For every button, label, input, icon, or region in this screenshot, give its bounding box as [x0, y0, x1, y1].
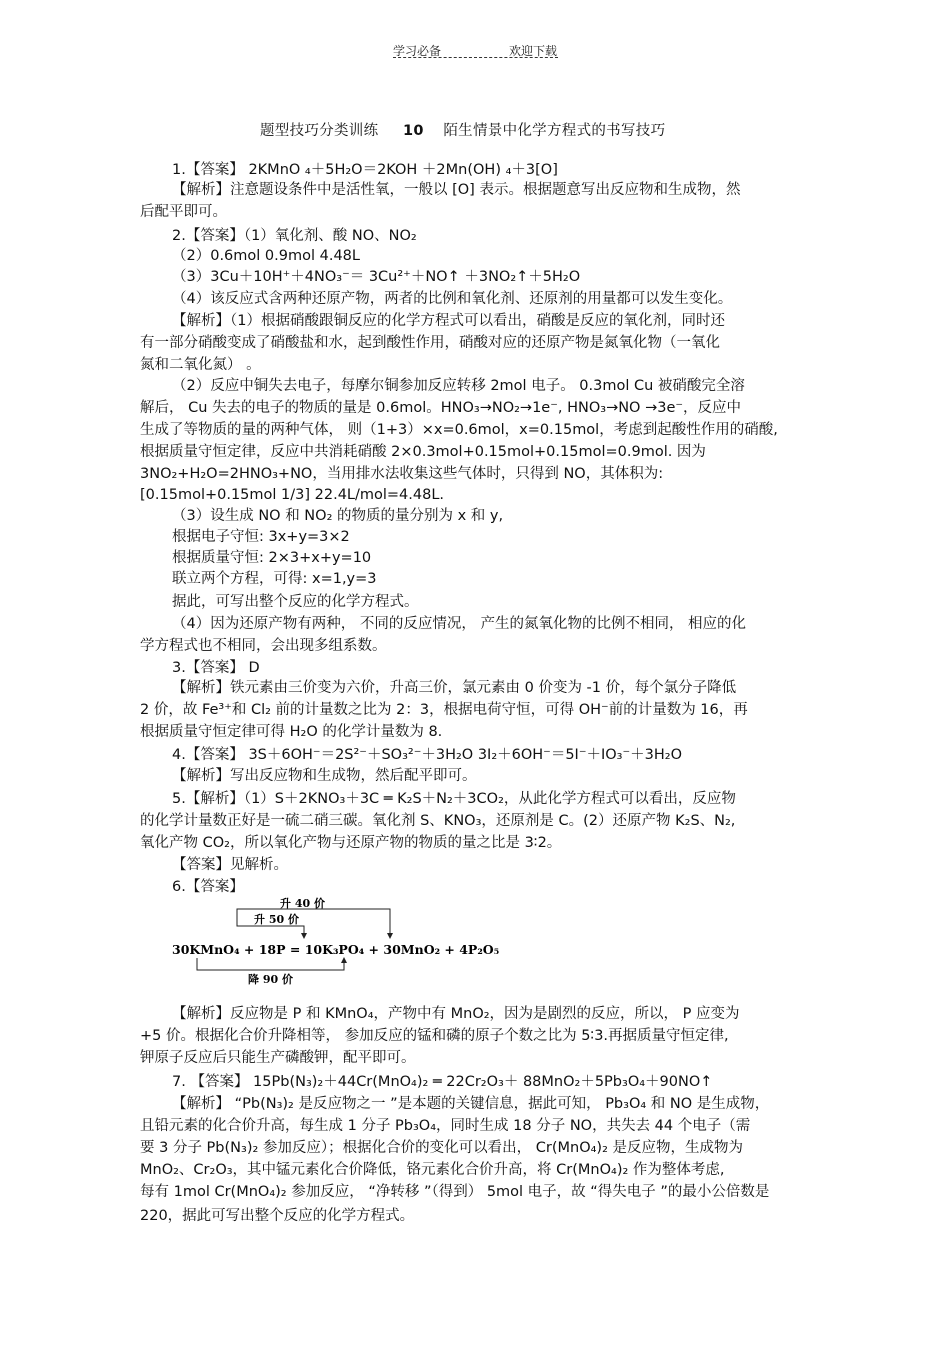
- text-line: 根据电子守恒: 3x+y=3×2: [172, 529, 350, 545]
- text-line: 要 3 分子 Pb(N₃)₂ 参加反应）；根据化合价的变化可以看出， Cr(MnO₄)₂ 是反应物，生成物为: [140, 1140, 744, 1156]
- text-line: 学方程式也不相同，会出现多组系数。: [140, 638, 387, 654]
- text-line: 2 价，故 Fe³⁺和 Cl₂ 前的计量数之比为 2：3，根据电荷守恒，可得 OH⁻前的计量数为 16，再: [140, 702, 748, 718]
- title-suffix: 陌生情景中化学方程式的书写技巧: [443, 123, 666, 139]
- text-line: 6.【答案】: [172, 879, 244, 895]
- header-divider: [393, 57, 558, 58]
- text-line: 【解析】（1）根据硝酸跟铜反应的化学方程式可以看出，硝酸是反应的氧化剂，同时还: [172, 313, 725, 329]
- text-line: 根据质量守恒定律，反应中共消耗硝酸 2×0.3mol+0.15mol+0.15mol=0.9mol. 因为: [140, 444, 706, 460]
- text-line: 有一部分硝酸变成了硝酸盐和水，起到酸性作用，硝酸对应的还原产物是氮氧化物（一氧化: [140, 335, 720, 351]
- text-line: 氮和二氧化氮） 。: [140, 357, 261, 373]
- text-line: 据此，可写出整个反应的化学方程式。: [172, 594, 419, 610]
- up40-label: 升 40 价: [280, 897, 325, 910]
- text-line: 氧化产物 CO₂，所以氧化产物与还原产物的物质的量之比是 3∶2。: [140, 835, 562, 851]
- text-line: 解后， Cu 失去的电子的物质的量是 0.6mol。HNO₃→NO₂→1e⁻, HNO₃→NO →3e⁻，反应中: [140, 400, 742, 416]
- text-line: 1.【答案】 2KMnO ₄＋5H₂O＝2KOH ＋2Mn(OH) ₄＋3[O]: [172, 162, 558, 178]
- text-line: 【解析】写出反应物和生成物，然后配平即可。: [172, 768, 477, 784]
- down90-label: 降 90 价: [248, 973, 293, 986]
- text-line: 3.【答案】 D: [172, 660, 260, 676]
- redox-equation: 30KMnO₄ + 18P = 10K₃PO₄ + 30MnO₂ + 4P₂O₅: [172, 942, 500, 957]
- text-line: 【解析】 “Pb(N₃)₂ 是反应物之一 ”是本题的关键信息，据此可知， Pb₃O₄ 和 NO 是生成物，: [172, 1096, 770, 1112]
- title-prefix: 题型技巧分类训练: [260, 123, 379, 139]
- text-line: 【解析】铁元素由三价变为六价，升高三价，氯元素由 0 价变为 -1 价，每个氯分子降低: [172, 680, 737, 696]
- text-line: 3NO₂+H₂O=2HNO₃+NO，当用排水法收集这些气体时，只得到 NO，其体积为:: [140, 466, 664, 482]
- text-line: 钾原子反应后只能生产磷酸钾，配平即可。: [140, 1050, 416, 1066]
- header-left: 学习必备: [393, 44, 442, 58]
- text-line: 每有 1mol Cr(MnO₄)₂ 参加反应， “净转移 ”（得到） 5mol 电子，故 “得失电子 ”的最小公倍数是: [140, 1184, 770, 1200]
- text-line: （2）0.6mol 0.9mol 4.48L: [172, 248, 360, 264]
- text-line: （2）反应中铜失去电子，每摩尔铜参加反应转移 2mol 电子。 0.3mol Cu 被硝酸完全溶: [172, 378, 745, 394]
- text-line: 5.【解析】（1）S＋2KNO₃＋3C ═ K₂S＋N₂＋3CO₂，从此化学方程式可以看出，反应物: [172, 791, 736, 807]
- text-line: 联立两个方程，可得: x=1,y=3: [172, 571, 377, 587]
- text-line: 220，据此可写出整个反应的化学方程式。: [140, 1208, 415, 1224]
- text-line: 7. 【答案】 15Pb(N₃)₂＋44Cr(MnO₄)₂ ═ 22Cr₂O₃＋ 88MnO₂＋5Pb₃O₄＋90NO↑: [172, 1074, 713, 1090]
- down90-bracket: [197, 958, 344, 970]
- text-line: 的化学计量数正好是一硫二硝三碳。氧化剂 S、KNO₃，还原剂是 C。(2）还原产物 K₂S、N₂,: [140, 813, 736, 829]
- text-line: 生成了等物质的量的两种气体， 则（1+3）×x=0.6mol，x=0.15mol，考虑到起酸性作用的硝酸,: [140, 422, 778, 438]
- text-line: MnO₂、Cr₂O₃，其中锰元素化合价降低，铬元素化合价升高，将 Cr(MnO₄)₂ 作为整体考虑,: [140, 1162, 725, 1178]
- page-title: [260, 119, 665, 140]
- text-line: 根据质量守恒定律可得 H₂O 的化学计量数为 8.: [140, 724, 443, 740]
- title-number: 10: [402, 123, 424, 139]
- text-line: 【解析】反应物是 P 和 KMnO₄，产物中有 MnO₂，因为是剧烈的反应，所以， P 应变为: [172, 1006, 740, 1022]
- down90-arrowhead: [341, 957, 347, 963]
- header-right: 欢迎下载: [509, 44, 558, 58]
- text-line: 2.【答案】（1）氧化剂、酸 NO、NO₂: [172, 228, 417, 244]
- text-line: 【答案】见解析。: [172, 857, 288, 873]
- text-line: 根据质量守恒: 2×3+x+y=10: [172, 550, 372, 566]
- redox-diagram: [172, 896, 500, 986]
- text-line: +5 价。根据化合价升降相等， 参加反应的锰和磷的原子个数之比为 5∶3.再据质量守恒定律,: [140, 1028, 729, 1044]
- text-line: （4）该反应式含两种还原产物，两者的比例和氧化剂、还原剂的用量都可以发生变化。: [172, 291, 733, 307]
- up50-arrowhead: [301, 933, 307, 939]
- text-line: 【解析】注意题设条件中是活性氧，一般以 [O] 表示。根据题意写出反应物和生成物，然: [172, 182, 741, 198]
- up50-label: 升 50 价: [254, 913, 299, 926]
- text-line: 后配平即可。: [140, 204, 227, 220]
- text-line: （3）3Cu＋10H⁺＋4NO₃⁻＝ 3Cu²⁺＋NO↑ ＋3NO₂↑＋5H₂O: [172, 269, 581, 285]
- up40-arrowhead: [387, 933, 393, 939]
- text-line: [0.15mol+0.15mol 1/3] 22.4L/mol=4.48L.: [140, 487, 445, 503]
- text-line: （4）因为还原产物有两种， 不同的反应情况， 产生的氮氧化物的比例不相同， 相应的化: [172, 616, 747, 632]
- text-line: 4.【答案】 3S＋6OH⁻＝2S²⁻＋SO₃²⁻＋3H₂O 3I₂＋6OH⁻＝5I⁻＋IO₃⁻＋3H₂O: [172, 747, 682, 763]
- text-line: 且铅元素的化合价升高，每生成 1 分子 Pb₃O₄，同时生成 18 分子 NO，共失去 44 个电子（需: [140, 1118, 751, 1134]
- text-line: （3）设生成 NO 和 NO₂ 的物质的量分别为 x 和 y,: [172, 508, 504, 524]
